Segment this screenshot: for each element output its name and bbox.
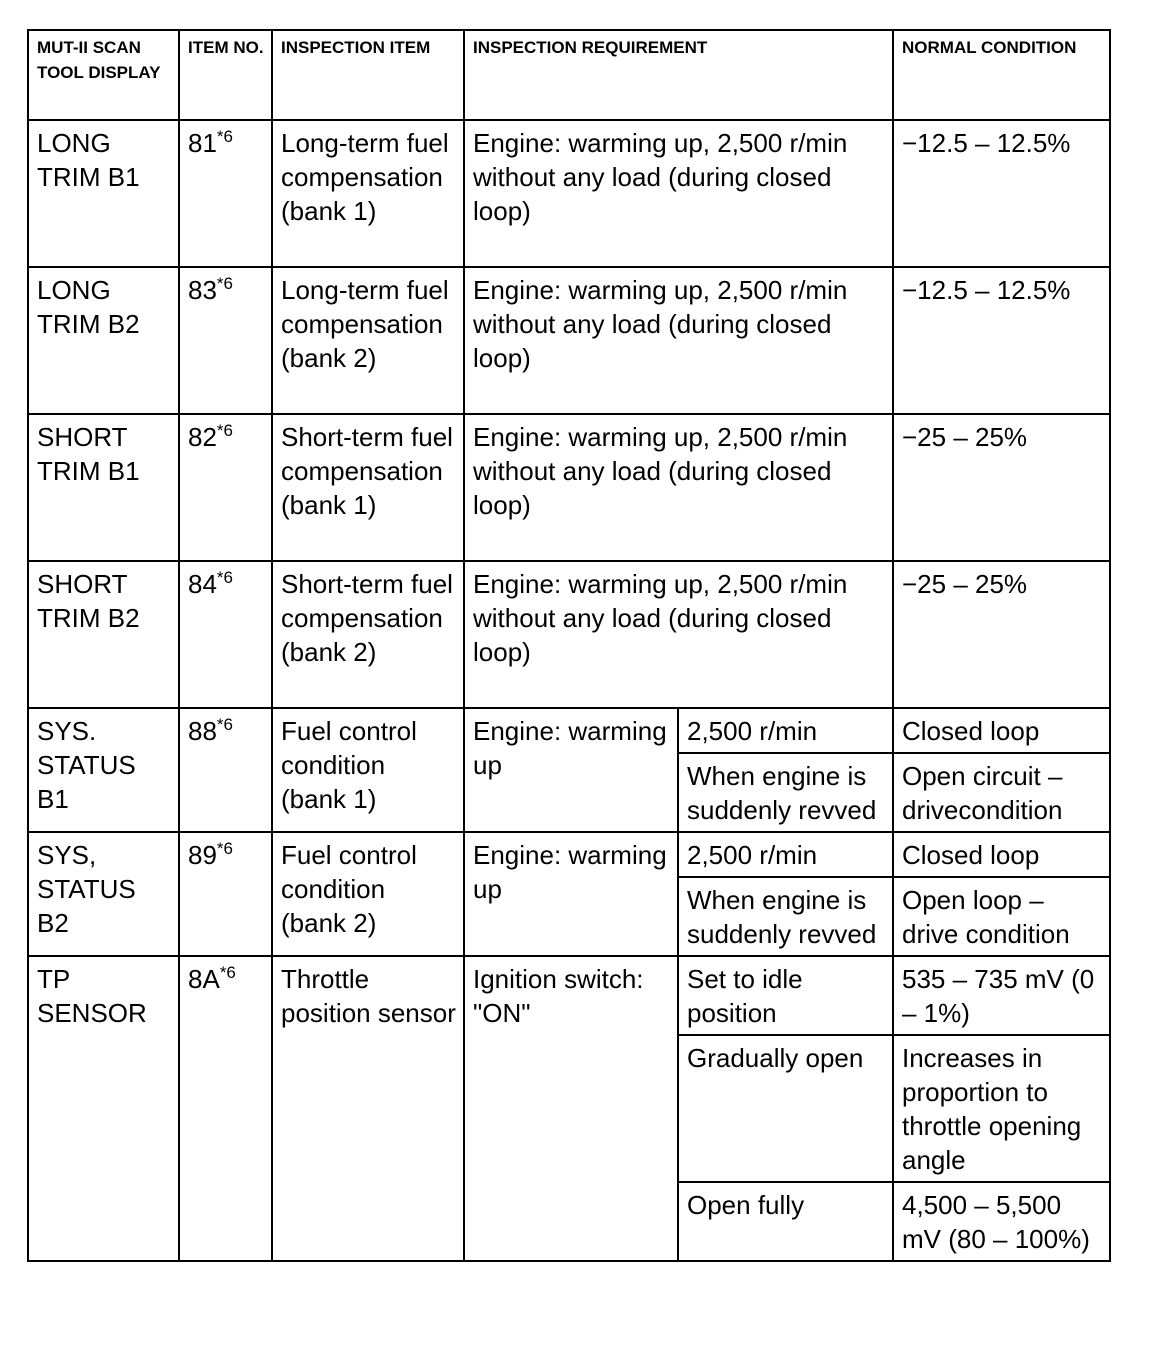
normal-condition-cell: Open circuit – drivecondition (893, 753, 1110, 832)
display-cell: SHORT TRIM B2 (28, 561, 179, 708)
item-no-cell (179, 832, 272, 956)
requirement-cell: Engine: warming up, 2,500 r/min without any load (during closed loop) (464, 267, 893, 414)
sub-condition-cell: 2,500 r/min (678, 708, 893, 753)
display-cell: SYS, STATUS B2 (28, 832, 179, 956)
inspection-item-cell: Fuel control condition (bank 1) (272, 708, 464, 832)
requirement-cell: Engine: warming up, 2,500 r/min without any load (during closed loop) (464, 120, 893, 267)
item-number: 88 (188, 716, 217, 746)
item-number: 81 (188, 128, 217, 158)
table-row (28, 267, 1110, 414)
table-row (28, 561, 1110, 708)
normal-condition-cell: Closed loop (893, 708, 1110, 753)
inspection-item-cell: Fuel control condition (bank 2) (272, 832, 464, 956)
sub-condition-cell: 2,500 r/min (678, 832, 893, 877)
inspection-item-cell: Long-term fuel compensation (bank 2) (272, 267, 464, 414)
normal-condition-cell: 4,500 – 5,500 mV (80 – 100%) (893, 1182, 1110, 1261)
display-cell: SYS. STATUS B1 (28, 708, 179, 832)
footnote-mark: *6 (219, 963, 236, 982)
footnote-mark: *6 (216, 839, 233, 858)
normal-condition-cell: −12.5 – 12.5% (893, 120, 1110, 267)
item-no-cell (179, 561, 272, 708)
normal-condition-cell: −25 – 25% (893, 414, 1110, 561)
display-cell: TP SENSOR (28, 956, 179, 1261)
requirement-cell: Engine: warming up (464, 708, 678, 832)
requirement-cell: Ignition switch: "ON" (464, 956, 678, 1261)
display-cell: SHORT TRIM B1 (28, 414, 179, 561)
display-cell: LONG TRIM B1 (28, 120, 179, 267)
item-no-cell (179, 414, 272, 561)
inspection-item-cell: Short-term fuel compensation (bank 1) (272, 414, 464, 561)
table-row (28, 414, 1110, 561)
item-number: 84 (188, 569, 217, 599)
inspection-table (27, 29, 1111, 1262)
sub-condition-cell: When engine is suddenly revved (678, 877, 893, 956)
requirement-cell: Engine: warming up, 2,500 r/min without any load (during closed loop) (464, 561, 893, 708)
table-row (28, 120, 1110, 267)
item-number: 8A (188, 964, 220, 994)
normal-condition-cell: Increases in proportion to throttle opening angle (893, 1035, 1110, 1182)
header-display: MUT-II SCAN TOOL DISPLAY (28, 30, 179, 120)
header-row (28, 30, 1110, 120)
requirement-cell: Engine: warming up, 2,500 r/min without any load (during closed loop) (464, 414, 893, 561)
sub-condition-cell: Gradually open (678, 1035, 893, 1182)
header-requirement: INSPECTION REQUIREMENT (464, 30, 893, 120)
item-no-cell (179, 956, 272, 1261)
normal-condition-cell: Closed loop (893, 832, 1110, 877)
display-cell: LONG TRIM B2 (28, 267, 179, 414)
inspection-item-cell: Throttle position sensor (272, 956, 464, 1261)
inspection-item-cell: Short-term fuel compensation (bank 2) (272, 561, 464, 708)
header-item-no: ITEM NO. (179, 30, 272, 120)
item-number: 82 (188, 422, 217, 452)
normal-condition-cell: 535 – 735 mV (0 – 1%) (893, 956, 1110, 1035)
item-number: 89 (188, 840, 217, 870)
requirement-cell: Engine: warming up (464, 832, 678, 956)
item-no-cell (179, 708, 272, 832)
table-row (28, 832, 1110, 877)
sub-condition-cell: Open fully (678, 1182, 893, 1261)
table-row (28, 956, 1110, 1035)
normal-condition-cell: −12.5 – 12.5% (893, 267, 1110, 414)
footnote-mark: *6 (216, 568, 233, 587)
item-number: 83 (188, 275, 217, 305)
footnote-mark: *6 (216, 274, 233, 293)
sub-condition-cell: Set to idle position (678, 956, 893, 1035)
item-no-cell (179, 267, 272, 414)
table-row (28, 708, 1110, 753)
footnote-mark: *6 (216, 715, 233, 734)
header-inspection-item: INSPECTION ITEM (272, 30, 464, 120)
normal-condition-cell: Open loop – drive condition (893, 877, 1110, 956)
footnote-mark: *6 (216, 421, 233, 440)
item-no-cell (179, 120, 272, 267)
footnote-mark: *6 (216, 127, 233, 146)
normal-condition-cell: −25 – 25% (893, 561, 1110, 708)
inspection-item-cell: Long-term fuel compensation (bank 1) (272, 120, 464, 267)
sub-condition-cell: When engine is suddenly revved (678, 753, 893, 832)
header-normal-condition: NORMAL CONDITION (893, 30, 1110, 120)
